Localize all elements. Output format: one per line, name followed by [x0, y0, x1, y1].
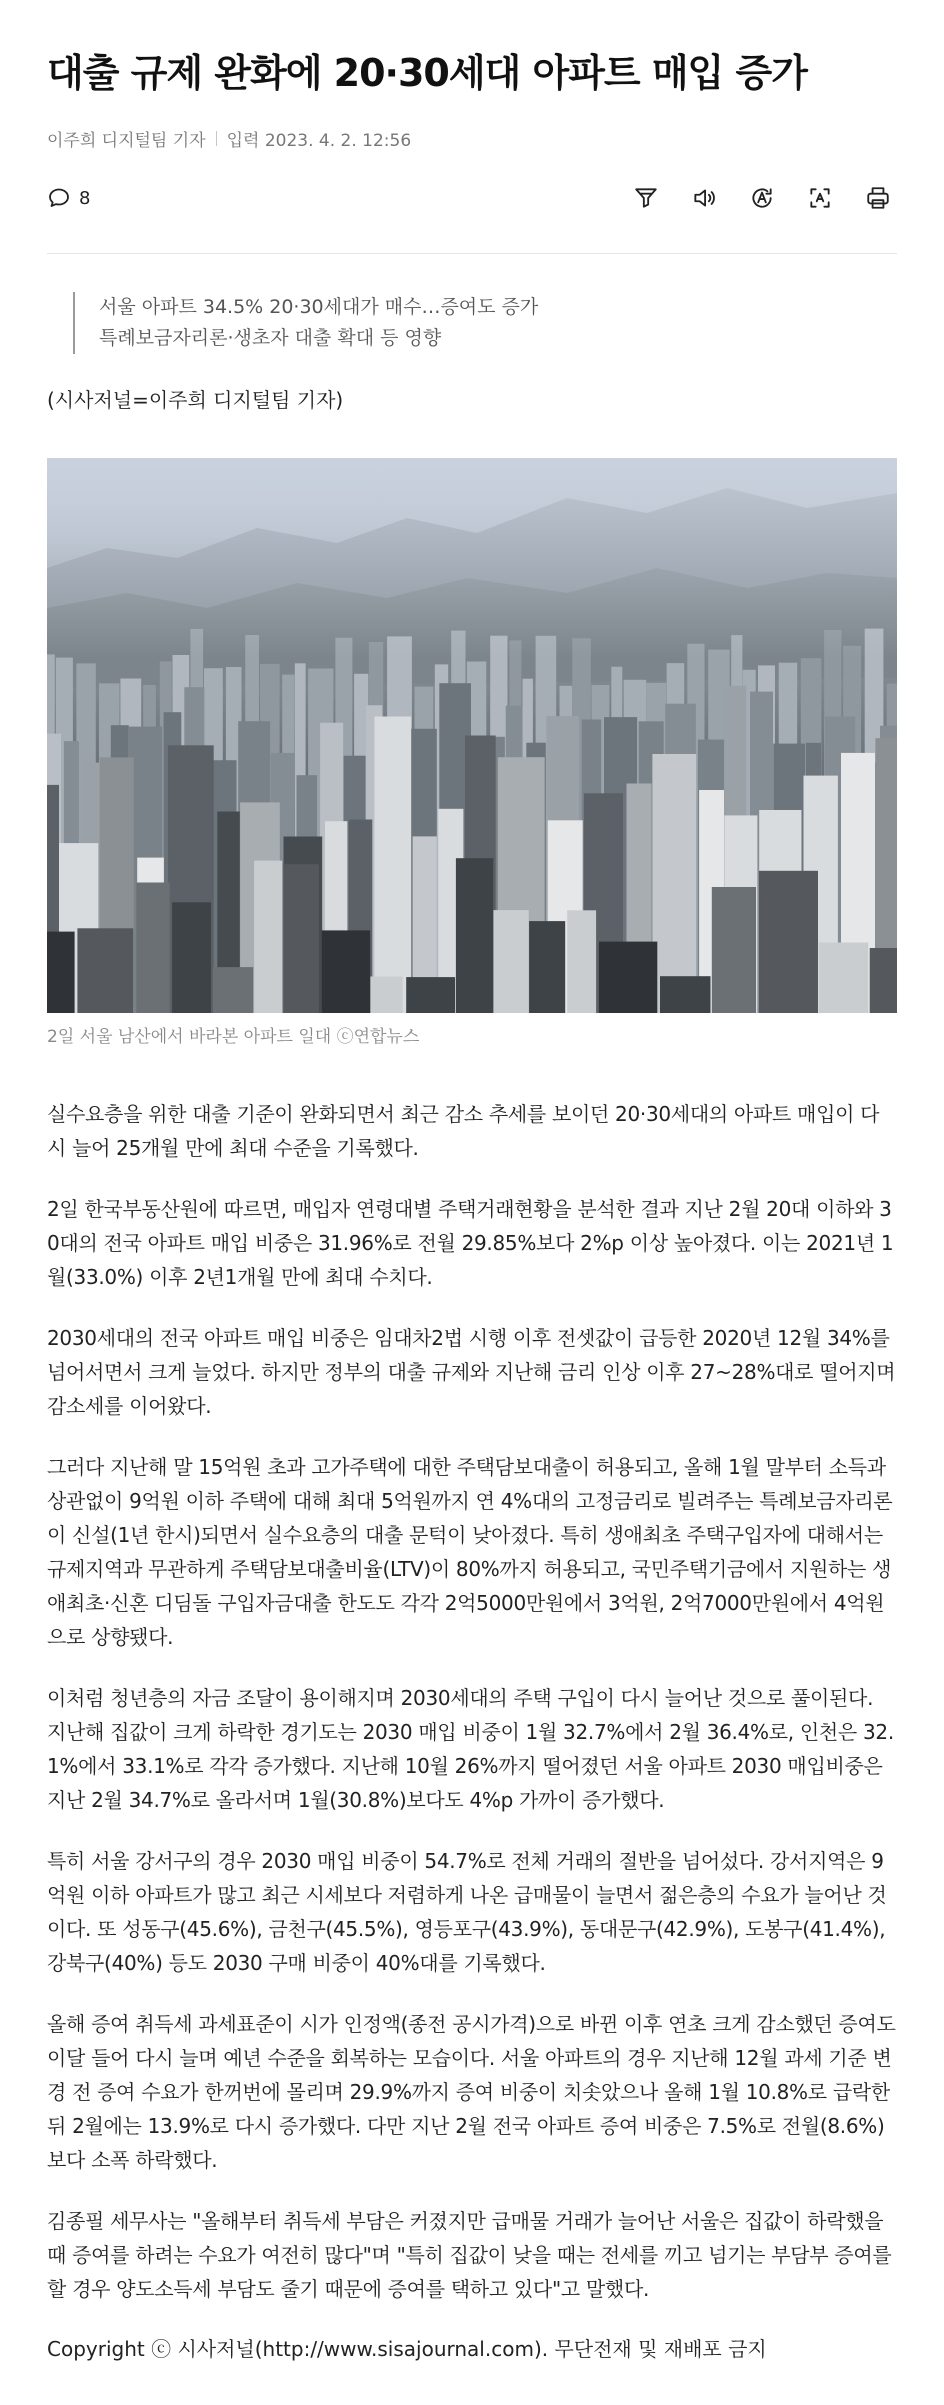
- building-shape: [599, 942, 657, 1013]
- building-shape: [870, 948, 897, 1013]
- building-shape: [493, 910, 528, 1013]
- byline: [47, 126, 897, 151]
- copyright-notice: Copyright ⓒ 시사저널(http://www.sisajournal.com). 무단전재 및 재배포 금지: [47, 2337, 767, 2361]
- summary-line: 특례보금자리론·생초자 대출 확대 등 영향: [99, 327, 442, 349]
- photo-caption: 2일 서울 남산에서 바라본 아파트 일대 ⓒ연합뉴스: [47, 1027, 420, 1047]
- building-shape: [77, 928, 133, 1013]
- translate-icon[interactable]: [747, 183, 777, 213]
- audio-icon[interactable]: [689, 183, 719, 213]
- building-shape: [172, 902, 211, 1013]
- body-paragraph: 그러다 지난해 말 15억원 초과 고가주택에 대한 주택담보대출이 허용되고, 올해 1월 말부터 소득과 상관없이 9억원 이하 주택에 대해 최대 5억원까지 연 4%대의 고정금리로 빌려주는 특례보금자리론이 신설(1년 한시)되면서 실수요층의 대출 문턱이 낮아졌다. 특히 생애최초 주택구입자에 대해서는 규제지역과 무관하게 주택담보대출비율(LTV)이 80%까지 허용되고, 국민주택기금에서 지원하는 생애최초·신혼 디딤돌 구입자금대출 한도도 각각 2억5000만원에서 3억원, 2억7000만원에서 4억원으로 상향됐다.: [47, 1455, 893, 1649]
- tool-icons: [631, 183, 893, 213]
- comment-count: 8: [79, 187, 91, 209]
- publish-date: 입력 2023. 4. 2. 12:56: [226, 131, 412, 151]
- text-size-icon[interactable]: [805, 183, 835, 213]
- building-shape: [567, 910, 596, 1013]
- building-shape: [660, 976, 711, 1013]
- building-shape: [370, 977, 402, 1014]
- building-shape: [254, 861, 282, 1013]
- building-shape: [759, 871, 818, 1013]
- author-name[interactable]: 이주희 디지털팀 기자: [47, 131, 206, 151]
- byline-divider: [216, 131, 217, 146]
- building-shape: [374, 717, 411, 1014]
- body-paragraph: 김종필 세무사는 "올해부터 취득세 부담은 커졌지만 급매물 거래가 늘어난 서울은 집값이 하락했을 때 증여를 하려는 수요가 여전히 많다"며 "특히 집값이 낮을 때는 전세를 끼고 넘기는 부담부 증여를 할 경우 양도소득세 부담도 줄기 때문에 증여를 택하고 있다"고 말했다.: [47, 2209, 892, 2301]
- building-shape: [322, 930, 370, 1013]
- comments-button[interactable]: [47, 186, 90, 210]
- building-shape: [213, 967, 253, 1013]
- article-body: [47, 1097, 897, 2306]
- body-paragraph: 올해 증여 취득세 과세표준이 시가 인정액(종전 공시가격)으로 바뀐 이후 연초 크게 감소했던 증여도 이달 들어 다시 늘며 예년 수준을 회복하는 모습이다. 서울 아파트의 경우 지난해 12월 과세 기준 변경 전 증여 수요가 한꺼번에 몰리며 29.9%까지 증여 비중이 치솟았으나 올해 1월 10.8%로 급락한 뒤 2월에는 13.9%로 다시 증가했다. 다만 지난 2월 전국 아파트 증여 비중은 7.5%로 전월(8.6%)보다 소폭 하락했다.: [47, 2012, 896, 2172]
- body-paragraph: 실수요층을 위한 대출 기준이 완화되면서 최근 감소 추세를 보이던 20·30세대의 아파트 매입이 다시 늘어 25개월 만에 최대 수준을 기록했다.: [47, 1102, 880, 1160]
- article-photo: [47, 458, 897, 1013]
- comment-icon: [47, 186, 71, 210]
- building-shape: [47, 932, 75, 1013]
- body-paragraph: 이처럼 청년층의 자금 조달이 용이해지며 2030세대의 주택 구입이 다시 늘어난 것으로 풀이된다. 지난해 집값이 크게 하락한 경기도는 2030 매입 비중이 1월 32.7%에서 2월 36.4%로, 인천은 32.1%에서 33.1%로 각각 증가했다. 지난해 10월 26%까지 떨어졌던 서울 아파트 2030 매입비중은 지난 2월 34.7%로 올라서며 1월(30.8%)보다도 4%p 가까이 증가했다.: [47, 1686, 894, 1812]
- body-paragraph: 특히 서울 강서구의 경우 2030 매입 비중이 54.7%로 전체 거래의 절반을 넘어섰다. 강서지역은 9억원 이하 아파트가 많고 최근 시세보다 저렴하게 나온 급매물이 늘면서 젊은층의 수요가 늘어난 것이다. 또 성동구(45.6%), 금천구(45.5%), 영등포구(43.9%), 동대문구(42.9%), 도봉구(41.4%), 강북구(40%) 등도 2030 구매 비중이 40%대를 기록했다.: [47, 1849, 887, 1975]
- header-divider: [47, 253, 897, 254]
- building-shape: [136, 883, 169, 1014]
- body-paragraph: 2030세대의 전국 아파트 매입 비중은 임대차2법 시행 이후 전셋값이 급등한 2020년 12월 34%를 넘어서면서 크게 늘었다. 하지만 정부의 대출 규제와 지난해 금리 인상 이후 27~28%대로 떨어지며 감소세를 이어왔다.: [47, 1326, 896, 1418]
- building-shape: [283, 864, 319, 1013]
- article-toolbar: [47, 181, 897, 215]
- building-shape: [406, 977, 455, 1013]
- article-summary: [73, 292, 897, 354]
- summary-icon[interactable]: [631, 183, 661, 213]
- building-shape: [819, 943, 869, 1014]
- summary-line: 서울 아파트 34.5% 20·30세대가 매수…증여도 증가: [99, 296, 539, 318]
- article-headline: 대출 규제 완화에 20·30세대 아파트 매입 증가: [47, 51, 807, 95]
- building-shape: [652, 754, 696, 1013]
- print-icon[interactable]: [863, 183, 893, 213]
- building-shape: [456, 858, 493, 1013]
- cityscape-image: [47, 458, 897, 1013]
- dateline: (시사저널=이주희 디지털팀 기자): [47, 388, 344, 412]
- body-paragraph: 2일 한국부동산원에 따르면, 매입자 연령대별 주택거래현황을 분석한 결과 지난 2월 20대 이하와 30대의 전국 아파트 매입 비중은 31.96%로 전월 29.85%보다 2%p 이상 높아졌다. 이는 2021년 1월(33.0%) 이후 2년1개월 만에 최대 수치다.: [47, 1197, 894, 1289]
- building-shape: [712, 887, 756, 1013]
- building-shape: [529, 921, 565, 1013]
